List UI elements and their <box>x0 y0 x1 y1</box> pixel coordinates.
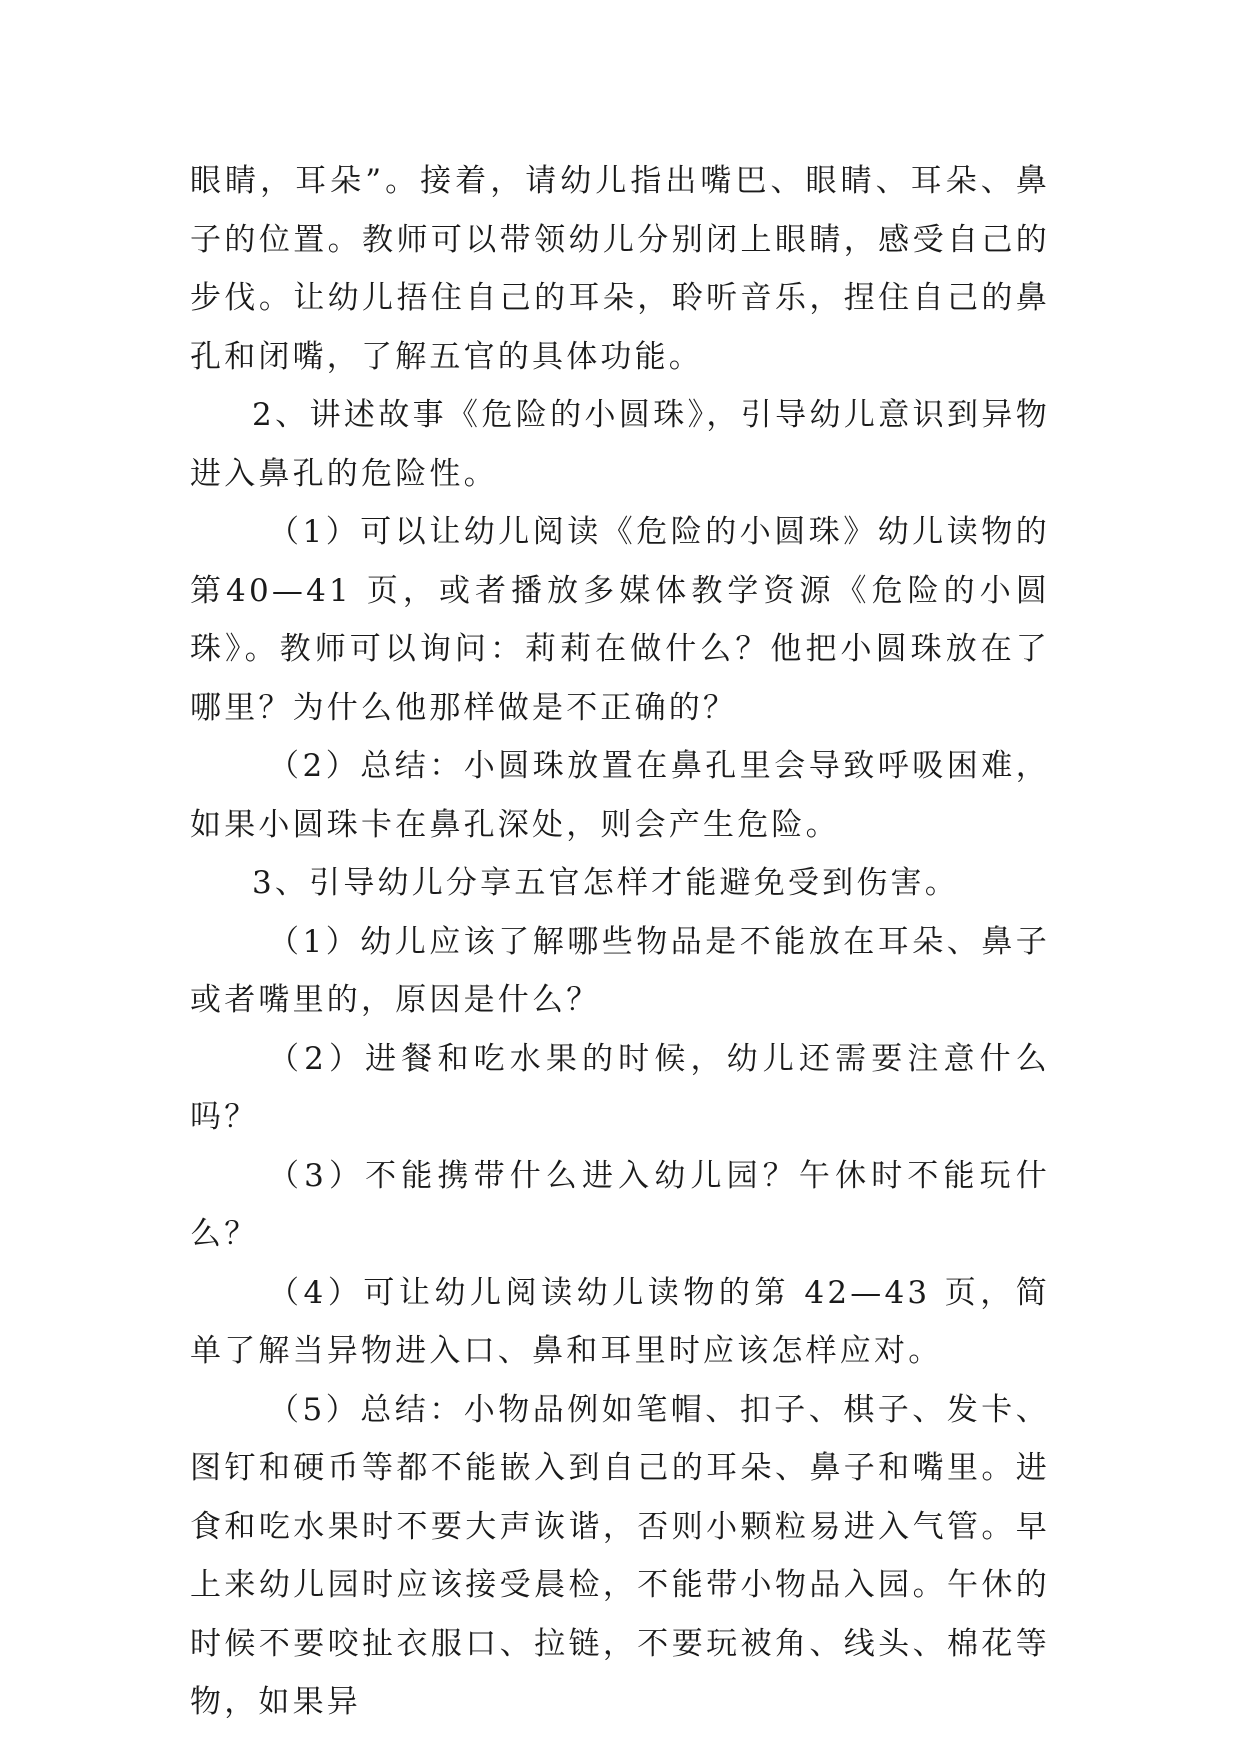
paragraph-step-2-item-1: （1）可以让幼儿阅读《危险的小圆珠》幼儿读物的第40—41 页，或者播放多媒体教学资源《危险的小圆珠》。教师可以询问：莉莉在做什么？他把小圆珠放在了哪里？为什么他那样做是不正确的？ <box>190 514 1050 726</box>
paragraph-step-2-story: 2、讲述故事《危险的小圆珠》，引导幼儿意识到异物进入鼻孔的危险性。 <box>190 397 1050 492</box>
paragraph-step-2-item-2: （2）总结：小圆珠放置在鼻孔里会导致呼吸困难，如果小圆珠卡在鼻孔深处，则会产生危险。 <box>190 748 1050 843</box>
paragraph-step-3-item-4: （4）可让幼儿阅读幼儿读物的第 42—43 页，简单了解当异物进入口、鼻和耳里时应该怎样应对。 <box>190 1274 1050 1369</box>
paragraph-step-3-share: 3、引导幼儿分享五官怎样才能避免受到伤害。 <box>252 865 959 901</box>
paragraph-step-3-item-2: （2）进餐和吃水果的时候，幼儿还需要注意什么吗？ <box>190 1040 1050 1135</box>
document-body <box>190 152 1050 1732</box>
paragraph-step-3-item-5: （5）总结：小物品例如笔帽、扣子、棋子、发卡、图钉和硬币等都不能嵌入到自己的耳朵、鼻子和嘴里。进食和吃水果时不要大声诙谐，否则小颗粒易进入气管。早上来幼儿园时应该接受晨检，不能带小物品入园。午休的时候不要咬扯衣服口、拉链，不要玩被角、线头、棉花等物，如果异 <box>190 1391 1050 1720</box>
paragraph-step-3-item-3: （3）不能携带什么进入幼儿园？午休时不能玩什么？ <box>190 1157 1050 1252</box>
paragraph-step-3-item-1: （1）幼儿应该了解哪些物品是不能放在耳朵、鼻子或者嘴里的，原因是什么？ <box>190 923 1050 1018</box>
paragraph-five-senses-function: 眼睛，耳朵”。接着，请幼儿指出嘴巴、眼睛、耳朵、鼻子的位置。教师可以带领幼儿分别闭上眼睛，感受自己的步伐。让幼儿捂住自己的耳朵，聆听音乐，捏住自己的鼻孔和闭嘴，了解五官的具体功能。 <box>190 163 1050 375</box>
